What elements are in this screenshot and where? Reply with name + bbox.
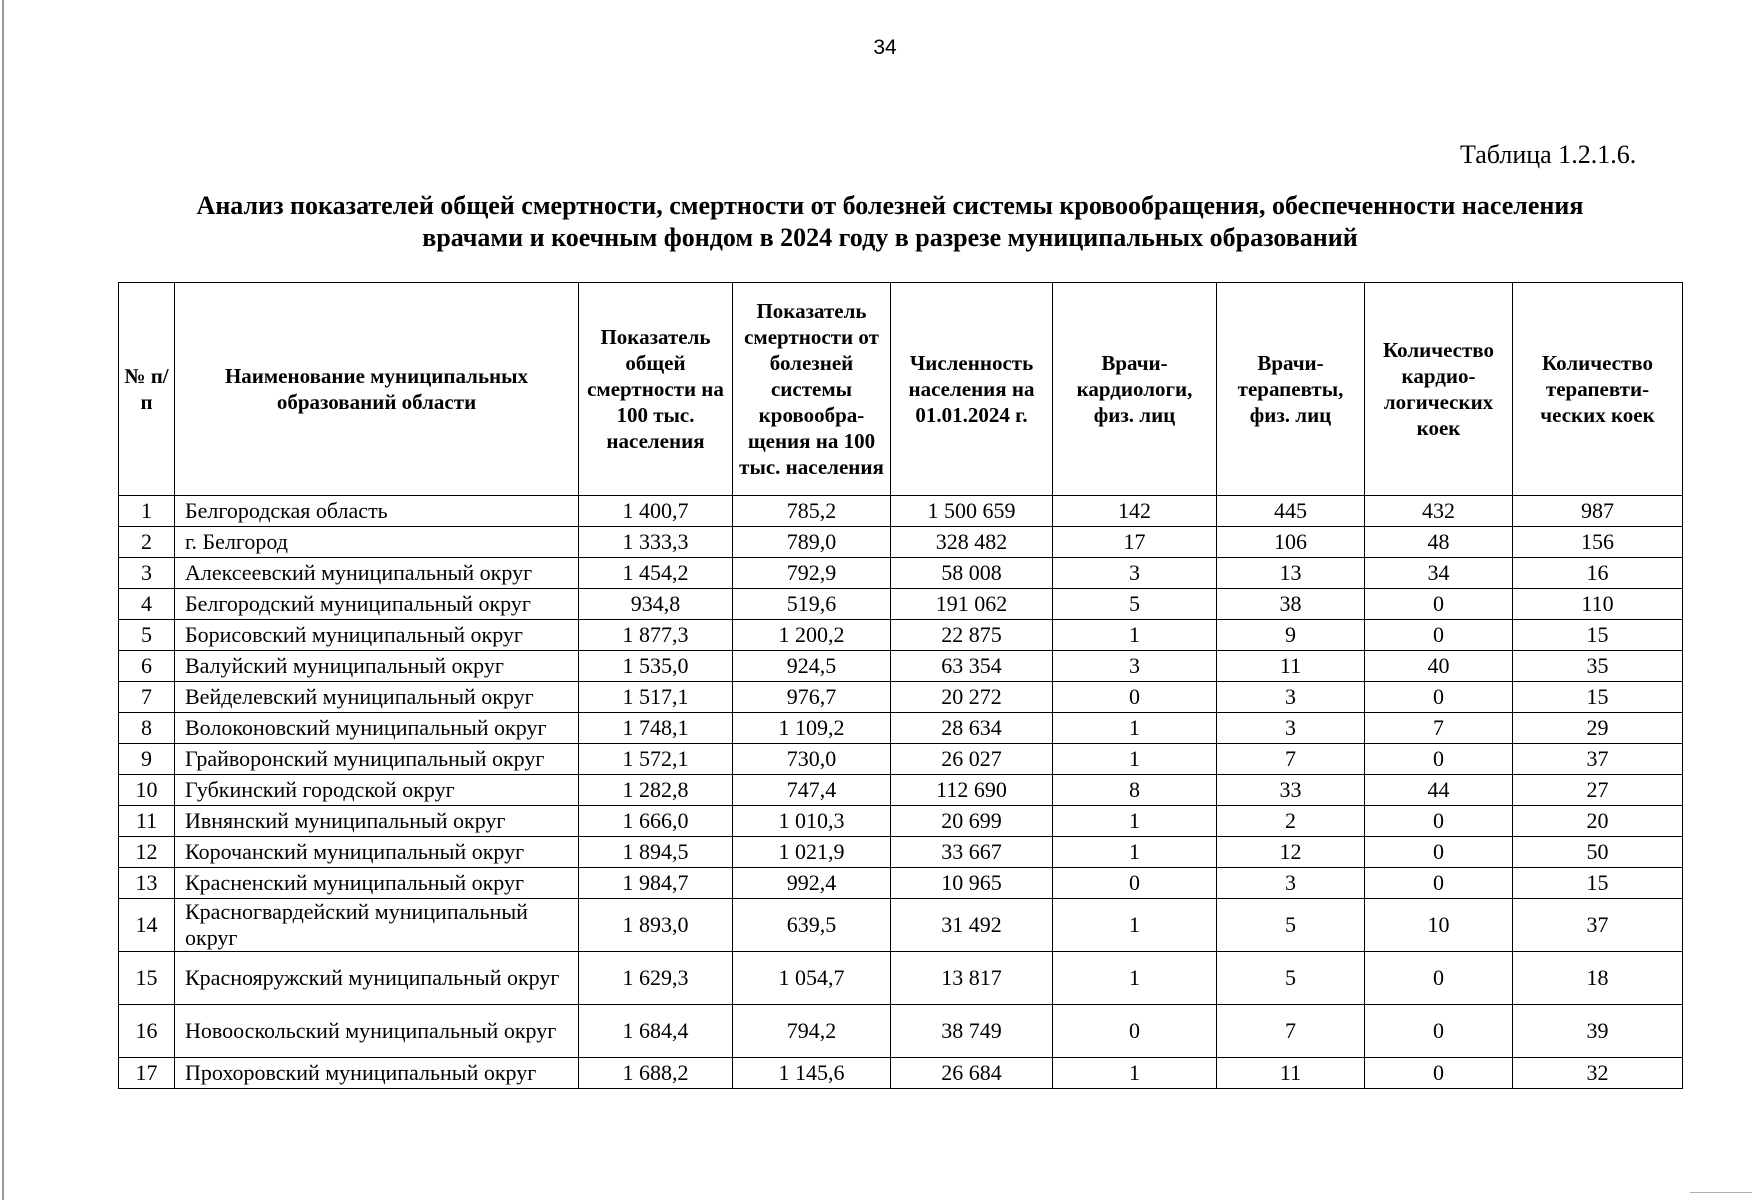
header-number: № п/п bbox=[119, 283, 175, 496]
cell-circulatory-mortality: 789,0 bbox=[733, 527, 891, 558]
cell-population: 328 482 bbox=[891, 527, 1053, 558]
cell-therapy-beds: 27 bbox=[1513, 775, 1683, 806]
cell-population: 38 749 bbox=[891, 1005, 1053, 1058]
cell-municipality-name: Прохоровский муниципальный округ bbox=[175, 1058, 579, 1089]
table-row bbox=[119, 589, 1683, 620]
table-row bbox=[119, 868, 1683, 899]
cell-municipality-name: Губкинский городской округ bbox=[175, 775, 579, 806]
table-row bbox=[119, 899, 1683, 952]
cell-population: 20 272 bbox=[891, 682, 1053, 713]
cell-therapy-beds: 156 bbox=[1513, 527, 1683, 558]
cell-cardiologists: 5 bbox=[1053, 589, 1217, 620]
cell-circulatory-mortality: 1 021,9 bbox=[733, 837, 891, 868]
cell-circulatory-mortality: 976,7 bbox=[733, 682, 891, 713]
cell-cardiology-beds: 0 bbox=[1365, 589, 1513, 620]
cell-therapists: 5 bbox=[1217, 952, 1365, 1005]
cell-total-mortality: 1 984,7 bbox=[579, 868, 733, 899]
table-body bbox=[119, 496, 1683, 1089]
cell-therapists: 3 bbox=[1217, 713, 1365, 744]
cell-municipality-name: Вейделевский муниципальный округ bbox=[175, 682, 579, 713]
cell-circulatory-mortality: 730,0 bbox=[733, 744, 891, 775]
cell-cardiology-beds: 0 bbox=[1365, 682, 1513, 713]
cell-circulatory-mortality: 1 109,2 bbox=[733, 713, 891, 744]
cell-cardiologists: 1 bbox=[1053, 837, 1217, 868]
cell-row-number: 6 bbox=[119, 651, 175, 682]
cell-therapists: 3 bbox=[1217, 868, 1365, 899]
cell-therapists: 11 bbox=[1217, 1058, 1365, 1089]
document-title-line-1: Анализ показателей общей смертности, смертности от болезней системы кровообращения, обеспеченности населения bbox=[196, 191, 1584, 220]
cell-municipality-name: Красногвардейский муниципальный округ bbox=[175, 899, 579, 952]
table-row bbox=[119, 806, 1683, 837]
cell-cardiologists: 1 bbox=[1053, 1058, 1217, 1089]
cell-circulatory-mortality: 785,2 bbox=[733, 496, 891, 527]
cell-municipality-name: Белгородский муниципальный округ bbox=[175, 589, 579, 620]
cell-population: 63 354 bbox=[891, 651, 1053, 682]
table-row bbox=[119, 775, 1683, 806]
cell-population: 13 817 bbox=[891, 952, 1053, 1005]
cell-row-number: 13 bbox=[119, 868, 175, 899]
statistics-table bbox=[118, 282, 1683, 1089]
cell-therapy-beds: 35 bbox=[1513, 651, 1683, 682]
cell-circulatory-mortality: 1 010,3 bbox=[733, 806, 891, 837]
cell-cardiology-beds: 0 bbox=[1365, 1058, 1513, 1089]
cell-row-number: 11 bbox=[119, 806, 175, 837]
cell-cardiologists: 0 bbox=[1053, 1005, 1217, 1058]
cell-total-mortality: 1 333,3 bbox=[579, 527, 733, 558]
table-row bbox=[119, 837, 1683, 868]
cell-therapists: 38 bbox=[1217, 589, 1365, 620]
cell-therapy-beds: 50 bbox=[1513, 837, 1683, 868]
cell-population: 191 062 bbox=[891, 589, 1053, 620]
cell-therapists: 9 bbox=[1217, 620, 1365, 651]
cell-therapists: 7 bbox=[1217, 1005, 1365, 1058]
cell-total-mortality: 1 572,1 bbox=[579, 744, 733, 775]
cell-municipality-name: Валуйский муниципальный округ bbox=[175, 651, 579, 682]
cell-therapy-beds: 37 bbox=[1513, 744, 1683, 775]
cell-row-number: 2 bbox=[119, 527, 175, 558]
cell-total-mortality: 1 400,7 bbox=[579, 496, 733, 527]
cell-municipality-name: Алексеевский муниципальный округ bbox=[175, 558, 579, 589]
cell-circulatory-mortality: 1 200,2 bbox=[733, 620, 891, 651]
table-header-row bbox=[119, 283, 1683, 496]
cell-therapists: 7 bbox=[1217, 744, 1365, 775]
cell-cardiologists: 8 bbox=[1053, 775, 1217, 806]
cell-therapy-beds: 15 bbox=[1513, 868, 1683, 899]
document-title-line-2: врачами и коечным фондом в 2024 году в разрезе муниципальных образований bbox=[422, 223, 1358, 252]
header-cardiology-beds: Количество кардио-логических коек bbox=[1365, 283, 1513, 496]
cell-row-number: 10 bbox=[119, 775, 175, 806]
cell-therapists: 5 bbox=[1217, 899, 1365, 952]
table-row bbox=[119, 620, 1683, 651]
cell-therapy-beds: 15 bbox=[1513, 682, 1683, 713]
header-population: Численность населения на 01.01.2024 г. bbox=[891, 283, 1053, 496]
cell-total-mortality: 1 517,1 bbox=[579, 682, 733, 713]
cell-municipality-name: Корочанский муниципальный округ bbox=[175, 837, 579, 868]
cell-cardiologists: 1 bbox=[1053, 713, 1217, 744]
cell-therapists: 11 bbox=[1217, 651, 1365, 682]
cell-total-mortality: 1 893,0 bbox=[579, 899, 733, 952]
cell-cardiologists: 0 bbox=[1053, 868, 1217, 899]
cell-municipality-name: Борисовский муниципальный округ bbox=[175, 620, 579, 651]
cell-cardiology-beds: 34 bbox=[1365, 558, 1513, 589]
cell-therapy-beds: 32 bbox=[1513, 1058, 1683, 1089]
table-row bbox=[119, 713, 1683, 744]
cell-row-number: 3 bbox=[119, 558, 175, 589]
cell-therapy-beds: 15 bbox=[1513, 620, 1683, 651]
cell-cardiologists: 0 bbox=[1053, 682, 1217, 713]
header-municipality-name: Наименование муниципальных образований области bbox=[175, 283, 579, 496]
header-cardiologists: Врачи-кардиологи, физ. лиц bbox=[1053, 283, 1217, 496]
cell-therapists: 445 bbox=[1217, 496, 1365, 527]
cell-cardiology-beds: 0 bbox=[1365, 620, 1513, 651]
header-therapists: Врачи-терапевты, физ. лиц bbox=[1217, 283, 1365, 496]
cell-cardiology-beds: 432 bbox=[1365, 496, 1513, 527]
cell-row-number: 1 bbox=[119, 496, 175, 527]
scan-corner-mark bbox=[1690, 1192, 1752, 1193]
cell-therapists: 106 bbox=[1217, 527, 1365, 558]
cell-circulatory-mortality: 924,5 bbox=[733, 651, 891, 682]
cell-cardiology-beds: 0 bbox=[1365, 952, 1513, 1005]
cell-cardiologists: 3 bbox=[1053, 558, 1217, 589]
scan-left-edge bbox=[2, 0, 4, 1200]
cell-circulatory-mortality: 519,6 bbox=[733, 589, 891, 620]
cell-municipality-name: Волоконовский муниципальный округ bbox=[175, 713, 579, 744]
table-row bbox=[119, 496, 1683, 527]
cell-total-mortality: 1 629,3 bbox=[579, 952, 733, 1005]
cell-row-number: 15 bbox=[119, 952, 175, 1005]
cell-municipality-name: Грайворонский муниципальный округ bbox=[175, 744, 579, 775]
cell-row-number: 8 bbox=[119, 713, 175, 744]
cell-population: 20 699 bbox=[891, 806, 1053, 837]
cell-therapy-beds: 37 bbox=[1513, 899, 1683, 952]
page-number: 34 bbox=[873, 36, 897, 59]
cell-row-number: 14 bbox=[119, 899, 175, 952]
cell-cardiology-beds: 48 bbox=[1365, 527, 1513, 558]
cell-circulatory-mortality: 1 145,6 bbox=[733, 1058, 891, 1089]
cell-population: 1 500 659 bbox=[891, 496, 1053, 527]
document-title bbox=[120, 190, 1660, 254]
cell-circulatory-mortality: 992,4 bbox=[733, 868, 891, 899]
cell-row-number: 17 bbox=[119, 1058, 175, 1089]
cell-total-mortality: 1 894,5 bbox=[579, 837, 733, 868]
cell-therapy-beds: 29 bbox=[1513, 713, 1683, 744]
cell-therapy-beds: 18 bbox=[1513, 952, 1683, 1005]
cell-total-mortality: 1 688,2 bbox=[579, 1058, 733, 1089]
cell-cardiologists: 1 bbox=[1053, 744, 1217, 775]
header-therapy-beds: Количество терапевти-ческих коек bbox=[1513, 283, 1683, 496]
cell-municipality-name: Краснояружский муниципальный округ bbox=[175, 952, 579, 1005]
cell-cardiology-beds: 0 bbox=[1365, 806, 1513, 837]
cell-cardiologists: 1 bbox=[1053, 952, 1217, 1005]
cell-municipality-name: Новооскольский муниципальный округ bbox=[175, 1005, 579, 1058]
cell-cardiology-beds: 0 bbox=[1365, 744, 1513, 775]
table-row bbox=[119, 1058, 1683, 1089]
cell-cardiology-beds: 40 bbox=[1365, 651, 1513, 682]
cell-municipality-name: г. Белгород bbox=[175, 527, 579, 558]
cell-therapy-beds: 39 bbox=[1513, 1005, 1683, 1058]
cell-circulatory-mortality: 639,5 bbox=[733, 899, 891, 952]
cell-total-mortality: 1 684,4 bbox=[579, 1005, 733, 1058]
table-row bbox=[119, 744, 1683, 775]
header-circulatory-mortality: Показатель смертности от болезней системы кровообра-щения на 100 тыс. населения bbox=[733, 283, 891, 496]
cell-population: 112 690 bbox=[891, 775, 1053, 806]
cell-population: 28 634 bbox=[891, 713, 1053, 744]
cell-therapy-beds: 20 bbox=[1513, 806, 1683, 837]
cell-row-number: 16 bbox=[119, 1005, 175, 1058]
cell-therapy-beds: 16 bbox=[1513, 558, 1683, 589]
table-row bbox=[119, 682, 1683, 713]
header-total-mortality: Показатель общей смертности на 100 тыс. населения bbox=[579, 283, 733, 496]
cell-cardiologists: 142 bbox=[1053, 496, 1217, 527]
cell-total-mortality: 1 666,0 bbox=[579, 806, 733, 837]
cell-total-mortality: 1 282,8 bbox=[579, 775, 733, 806]
cell-cardiologists: 3 bbox=[1053, 651, 1217, 682]
cell-circulatory-mortality: 747,4 bbox=[733, 775, 891, 806]
cell-population: 26 027 bbox=[891, 744, 1053, 775]
cell-population: 33 667 bbox=[891, 837, 1053, 868]
cell-therapists: 3 bbox=[1217, 682, 1365, 713]
cell-row-number: 9 bbox=[119, 744, 175, 775]
cell-cardiology-beds: 7 bbox=[1365, 713, 1513, 744]
table-row bbox=[119, 952, 1683, 1005]
table-row bbox=[119, 1005, 1683, 1058]
cell-cardiology-beds: 44 bbox=[1365, 775, 1513, 806]
cell-row-number: 7 bbox=[119, 682, 175, 713]
cell-circulatory-mortality: 794,2 bbox=[733, 1005, 891, 1058]
cell-cardiology-beds: 0 bbox=[1365, 868, 1513, 899]
cell-cardiology-beds: 0 bbox=[1365, 837, 1513, 868]
cell-population: 10 965 bbox=[891, 868, 1053, 899]
table-row bbox=[119, 651, 1683, 682]
cell-therapists: 2 bbox=[1217, 806, 1365, 837]
table-label: Таблица 1.2.1.6. bbox=[1460, 140, 1637, 169]
cell-circulatory-mortality: 1 054,7 bbox=[733, 952, 891, 1005]
cell-population: 26 684 bbox=[891, 1058, 1053, 1089]
cell-therapy-beds: 987 bbox=[1513, 496, 1683, 527]
cell-total-mortality: 1 454,2 bbox=[579, 558, 733, 589]
cell-total-mortality: 934,8 bbox=[579, 589, 733, 620]
cell-therapists: 33 bbox=[1217, 775, 1365, 806]
cell-therapists: 13 bbox=[1217, 558, 1365, 589]
cell-row-number: 5 bbox=[119, 620, 175, 651]
cell-total-mortality: 1 877,3 bbox=[579, 620, 733, 651]
cell-municipality-name: Ивнянский муниципальный округ bbox=[175, 806, 579, 837]
cell-municipality-name: Красненский муниципальный округ bbox=[175, 868, 579, 899]
cell-cardiologists: 1 bbox=[1053, 899, 1217, 952]
cell-population: 22 875 bbox=[891, 620, 1053, 651]
cell-therapists: 12 bbox=[1217, 837, 1365, 868]
cell-cardiologists: 17 bbox=[1053, 527, 1217, 558]
cell-cardiology-beds: 10 bbox=[1365, 899, 1513, 952]
cell-circulatory-mortality: 792,9 bbox=[733, 558, 891, 589]
cell-row-number: 12 bbox=[119, 837, 175, 868]
cell-row-number: 4 bbox=[119, 589, 175, 620]
cell-cardiologists: 1 bbox=[1053, 806, 1217, 837]
cell-population: 58 008 bbox=[891, 558, 1053, 589]
cell-population: 31 492 bbox=[891, 899, 1053, 952]
cell-total-mortality: 1 748,1 bbox=[579, 713, 733, 744]
cell-total-mortality: 1 535,0 bbox=[579, 651, 733, 682]
cell-municipality-name: Белгородская область bbox=[175, 496, 579, 527]
cell-therapy-beds: 110 bbox=[1513, 589, 1683, 620]
cell-cardiology-beds: 0 bbox=[1365, 1005, 1513, 1058]
table-row bbox=[119, 558, 1683, 589]
cell-cardiologists: 1 bbox=[1053, 620, 1217, 651]
table-row bbox=[119, 527, 1683, 558]
